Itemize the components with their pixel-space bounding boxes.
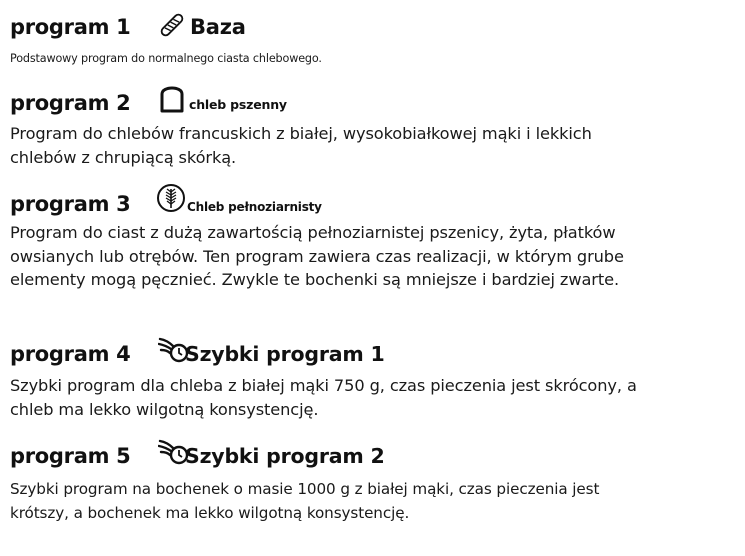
program-description	[10, 374, 637, 422]
program-number: program 4	[10, 342, 131, 366]
program-number: program 5	[10, 444, 131, 468]
program-header	[10, 434, 740, 468]
description-line: chleb ma lekko wilgotną konsystencję.	[10, 400, 319, 419]
program-header	[10, 180, 740, 216]
program-title: Szybki program 2	[185, 444, 385, 468]
program-section-5	[10, 434, 740, 522]
program-title: Baza	[190, 15, 246, 39]
description-line: elementy mogą pęcznieć. Zwykle te bochenki są mniejsze i bardziej zwarte.	[10, 270, 619, 289]
program-description	[10, 221, 624, 292]
program-description	[10, 477, 599, 525]
program-title: Szybki program 1	[185, 342, 385, 366]
description-line: owsianych lub otrębów. Ten program zawiera czas realizacji, w którym grube	[10, 246, 624, 266]
description-line: Szybki program dla chleba z białej mąki 750 g, czas pieczenia jest skrócony, a	[10, 376, 637, 395]
program-header	[10, 332, 740, 366]
description-line: Podstawowy program do normalnego ciasta chlebowego.	[10, 52, 322, 65]
description-line: chlebów z chrupiącą skórką.	[10, 148, 237, 167]
bread-loaf-icon	[158, 83, 186, 113]
program-title: chleb pszenny	[189, 97, 287, 112]
program-number: program 2	[10, 91, 131, 115]
description-line: Szybki program na bochenek o masie 1000 g z białej mąki, czas pieczenia jest	[10, 480, 600, 498]
program-title: Chleb pełnoziarnisty	[187, 200, 322, 214]
program-number: program 1	[10, 15, 131, 39]
description-line: Program do ciast z dużą zawartością pełnoziarnistej pszenicy, żyta, płatków	[10, 223, 616, 242]
baguette-icon	[157, 11, 187, 39]
program-section-4	[10, 332, 740, 419]
program-section-1	[10, 12, 740, 65]
program-section-2	[10, 83, 740, 167]
program-header	[10, 83, 740, 113]
program-section-3	[10, 180, 740, 289]
wheat-circle-icon	[156, 183, 186, 213]
program-number: program 3	[10, 192, 131, 216]
program-description	[10, 122, 592, 170]
program-header	[10, 12, 740, 42]
description-line: krótszy, a bochenek ma lekko wilgotną konsystencję.	[10, 504, 410, 522]
description-line: Program do chlebów francuskich z białej, wysokobiałkowej mąki i lekkich	[10, 124, 592, 143]
program-description	[10, 52, 322, 65]
